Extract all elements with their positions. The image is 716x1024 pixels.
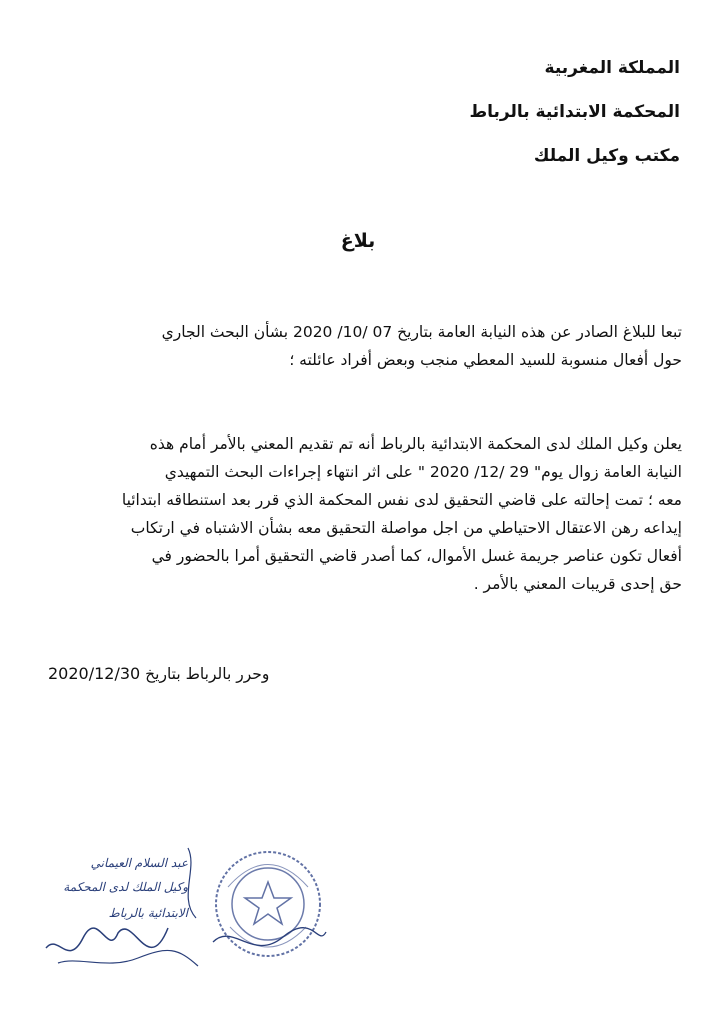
signature-name: عبد السلام العيماني — [90, 856, 188, 870]
signature-title: وكيل الملك لدى المحكمة — [63, 880, 188, 894]
signature-court: الابتدائية بالرباط — [108, 906, 188, 920]
paragraph-2 — [34, 430, 682, 598]
issue-date: 2020/12/30 — [48, 664, 141, 683]
dateline-text: وحرر بالرباط بتاريخ — [145, 665, 270, 683]
paragraph-2-line: إيداعه رهن الاعتقال الاحتياطي من اجل مواصلة التحقيق معه بشأن الاشتباه في ارتكاب — [130, 519, 682, 537]
signature-block — [38, 838, 308, 988]
kingdom-name: المملكة المغربية — [544, 58, 680, 78]
court-name: المحكمة الابتدائية بالرباط — [469, 102, 680, 122]
paragraph-2-line: النيابة العامة زوال يوم" 29 /12/ 2020 " على اثر انتهاء إجراءات البحث التمهيدي — [164, 463, 682, 481]
paragraph-2-line: أفعال تكون عناصر جريمة غسل الأموال، كما أصدر قاضي التحقيق أمرا بالحضور في — [151, 547, 682, 565]
paragraph-2-line: يعلن وكيل الملك لدى المحكمة الابتدائية بالرباط أنه تم تقديم المعني بالأمر أمام هذه — [149, 435, 682, 453]
paragraph-1 — [34, 318, 682, 374]
letterhead — [280, 58, 680, 190]
paragraph-1-line: تبعا للبلاغ الصادر عن هذه النيابة العامة بتاريخ 07 /10/ 2020 بشأن البحث الجاري — [161, 323, 682, 341]
official-seal-icon — [208, 842, 328, 972]
office-name: مكتب وكيل الملك — [533, 146, 680, 166]
issue-dateline — [48, 664, 269, 683]
paragraph-2-line: حق إحدى قريبات المعني بالأمر . — [473, 575, 682, 593]
paragraph-1-line: حول أفعال منسوبة للسيد المعطي منجب وبعض أفراد عائلته ؛ — [289, 351, 682, 369]
paragraph-2-line: معه ؛ تمت إحالته على قاضي التحقيق لدى نفس المحكمة الذي قرر بعد استنطاقه ابتدائيا — [121, 491, 682, 509]
document-title: بلاغ — [340, 230, 376, 252]
